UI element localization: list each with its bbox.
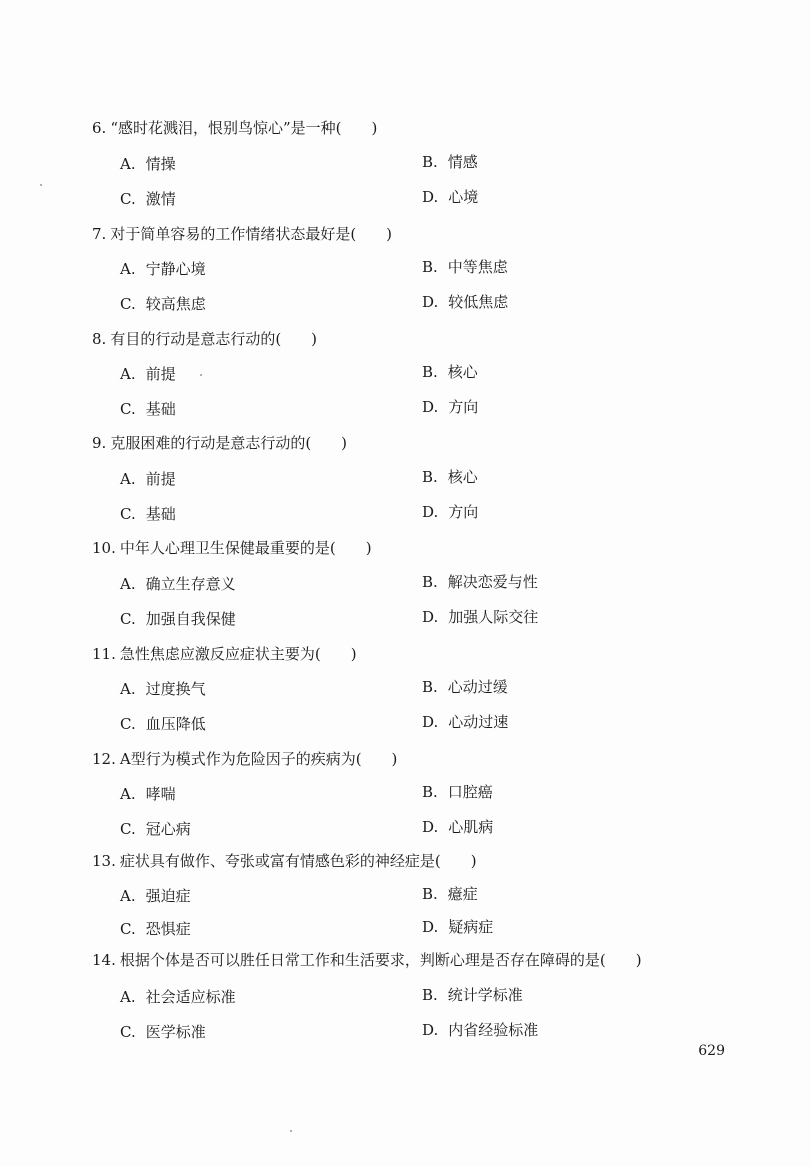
option-b <box>422 362 478 382</box>
option-text: 加强自我保健 <box>145 610 236 628</box>
option-text: 基础 <box>145 400 176 418</box>
option-text: 强迫症 <box>145 887 191 905</box>
option-text: 统计学标准 <box>447 986 523 1004</box>
question-number: 12. <box>92 750 116 768</box>
option-letter: D. <box>422 608 439 626</box>
option-text: 过度换气 <box>145 680 206 698</box>
option-letter: B. <box>422 783 438 801</box>
option-text: 中等焦虑 <box>447 258 508 276</box>
option-b <box>422 677 508 697</box>
option-d <box>422 502 478 522</box>
option-text: 口腔癌 <box>447 783 493 801</box>
question-text: 急性焦虑应激反应症状主要为( ) <box>119 645 357 663</box>
option-d <box>422 187 478 207</box>
option-c <box>120 1022 206 1042</box>
option-letter: D. <box>422 398 439 416</box>
option-letter: B. <box>422 363 438 381</box>
question-number: 9. <box>92 434 107 452</box>
option-a <box>120 259 206 279</box>
option-letter: A. <box>120 260 136 278</box>
option-text: 加强人际交往 <box>448 608 539 626</box>
option-text: 社会适应标准 <box>145 988 236 1006</box>
option-letter: B. <box>422 986 438 1004</box>
option-b <box>422 884 478 904</box>
option-letter: C. <box>120 400 136 418</box>
option-b <box>422 152 478 172</box>
option-letter: B. <box>422 153 438 171</box>
option-letter: A. <box>120 470 136 488</box>
question-14 <box>92 950 642 970</box>
option-text: 心境 <box>448 188 479 206</box>
option-d <box>422 397 478 417</box>
option-letter: D. <box>422 188 439 206</box>
option-text: 方向 <box>448 398 479 416</box>
option-a <box>120 469 176 489</box>
option-text: 确立生存意义 <box>145 575 236 593</box>
option-letter: B. <box>422 468 438 486</box>
option-d <box>422 1020 538 1040</box>
option-letter: B. <box>422 573 438 591</box>
option-text: 内省经验标准 <box>448 1021 539 1039</box>
option-text: 心动过速 <box>448 713 509 731</box>
question-11 <box>92 644 357 664</box>
question-number: 11. <box>92 645 116 663</box>
option-text: 癔症 <box>447 885 478 903</box>
option-letter: A. <box>120 575 136 593</box>
option-letter: D. <box>422 818 439 836</box>
option-letter: B. <box>422 258 438 276</box>
option-c <box>120 294 206 314</box>
question-number: 8. <box>92 330 107 348</box>
question-13 <box>92 851 477 871</box>
option-letter: C. <box>120 190 136 208</box>
option-a <box>120 886 191 906</box>
option-text: 前提 <box>145 470 176 488</box>
scan-speck <box>40 184 42 186</box>
option-letter: C. <box>120 920 136 938</box>
option-c <box>120 504 176 524</box>
question-10 <box>92 538 372 558</box>
option-a <box>120 364 176 384</box>
question-number: 13. <box>92 852 116 870</box>
option-c <box>120 819 191 839</box>
question-text: 症状具有做作、夸张或富有情感色彩的神经症是( ) <box>119 852 477 870</box>
question-7 <box>92 224 392 244</box>
option-letter: A. <box>120 988 136 1006</box>
option-text: 血压降低 <box>145 715 206 733</box>
option-letter: C. <box>120 505 136 523</box>
option-text: 医学标准 <box>145 1023 206 1041</box>
question-text: 有目的行动是意志行动的( ) <box>110 330 318 348</box>
option-b <box>422 782 493 802</box>
option-d <box>422 607 538 627</box>
option-text: 较高焦虑 <box>145 295 206 313</box>
question-9 <box>92 433 347 453</box>
option-text: 方向 <box>448 503 479 521</box>
option-letter: A. <box>120 155 136 173</box>
question-text: 中年人心理卫生保健最重要的是( ) <box>119 539 372 557</box>
option-letter: A. <box>120 680 136 698</box>
option-d <box>422 817 493 837</box>
option-c <box>120 609 236 629</box>
question-text: 根据个体是否可以胜任日常工作和生活要求，判断心理是否存在障碍的是( ) <box>119 951 642 969</box>
option-letter: D. <box>422 1021 439 1039</box>
scan-speck <box>200 374 202 376</box>
option-b <box>422 572 538 592</box>
question-text: A型行为模式作为危险因子的疾病为( ) <box>119 750 398 768</box>
option-letter: C. <box>120 295 136 313</box>
option-text: 心肌病 <box>448 818 494 836</box>
option-letter: D. <box>422 713 439 731</box>
option-letter: C. <box>120 610 136 628</box>
option-letter: D. <box>422 918 439 936</box>
option-text: 前提 <box>145 365 176 383</box>
option-letter: A. <box>120 365 136 383</box>
option-text: 恐惧症 <box>145 920 191 938</box>
question-number: 14. <box>92 951 116 969</box>
option-a <box>120 154 176 174</box>
option-letter: B. <box>422 885 438 903</box>
option-text: 宁静心境 <box>145 260 206 278</box>
option-text: 较低焦虑 <box>448 293 509 311</box>
option-letter: A. <box>120 785 136 803</box>
option-text: 疑病症 <box>448 918 494 936</box>
question-8 <box>92 329 317 349</box>
option-b <box>422 985 523 1005</box>
option-a <box>120 679 206 699</box>
question-text: “感时花溅泪，恨别鸟惊心”是一种( ) <box>110 119 378 137</box>
option-text: 冠心病 <box>145 820 191 838</box>
option-text: 哮喘 <box>145 785 176 803</box>
option-text: 核心 <box>447 363 478 381</box>
option-text: 基础 <box>145 505 176 523</box>
question-number: 10. <box>92 539 116 557</box>
option-d <box>422 292 508 312</box>
question-12 <box>92 749 397 769</box>
option-c <box>120 714 206 734</box>
scan-speck <box>290 1130 292 1132</box>
option-letter: D. <box>422 503 439 521</box>
option-a <box>120 574 236 594</box>
option-letter: B. <box>422 678 438 696</box>
option-letter: C. <box>120 1023 136 1041</box>
option-text: 情操 <box>145 155 176 173</box>
question-number: 7. <box>92 225 107 243</box>
option-b <box>422 467 478 487</box>
option-letter: C. <box>120 820 136 838</box>
option-text: 核心 <box>447 468 478 486</box>
option-letter: D. <box>422 293 439 311</box>
option-letter: A. <box>120 887 136 905</box>
option-letter: C. <box>120 715 136 733</box>
option-b <box>422 257 508 277</box>
option-text: 激情 <box>145 190 176 208</box>
option-c <box>120 399 176 419</box>
option-text: 解决恋爱与性 <box>447 573 538 591</box>
page-number: 629 <box>698 1043 725 1059</box>
question-text: 克服困难的行动是意志行动的( ) <box>110 434 348 452</box>
option-a <box>120 987 236 1007</box>
option-c <box>120 919 191 939</box>
question-number: 6. <box>92 119 107 137</box>
option-text: 情感 <box>447 153 478 171</box>
option-c <box>120 189 176 209</box>
option-d <box>422 712 508 732</box>
option-a <box>120 784 176 804</box>
option-d <box>422 917 493 937</box>
question-text: 对于简单容易的工作情绪状态最好是( ) <box>110 225 393 243</box>
question-6 <box>92 118 377 138</box>
option-text: 心动过缓 <box>447 678 508 696</box>
